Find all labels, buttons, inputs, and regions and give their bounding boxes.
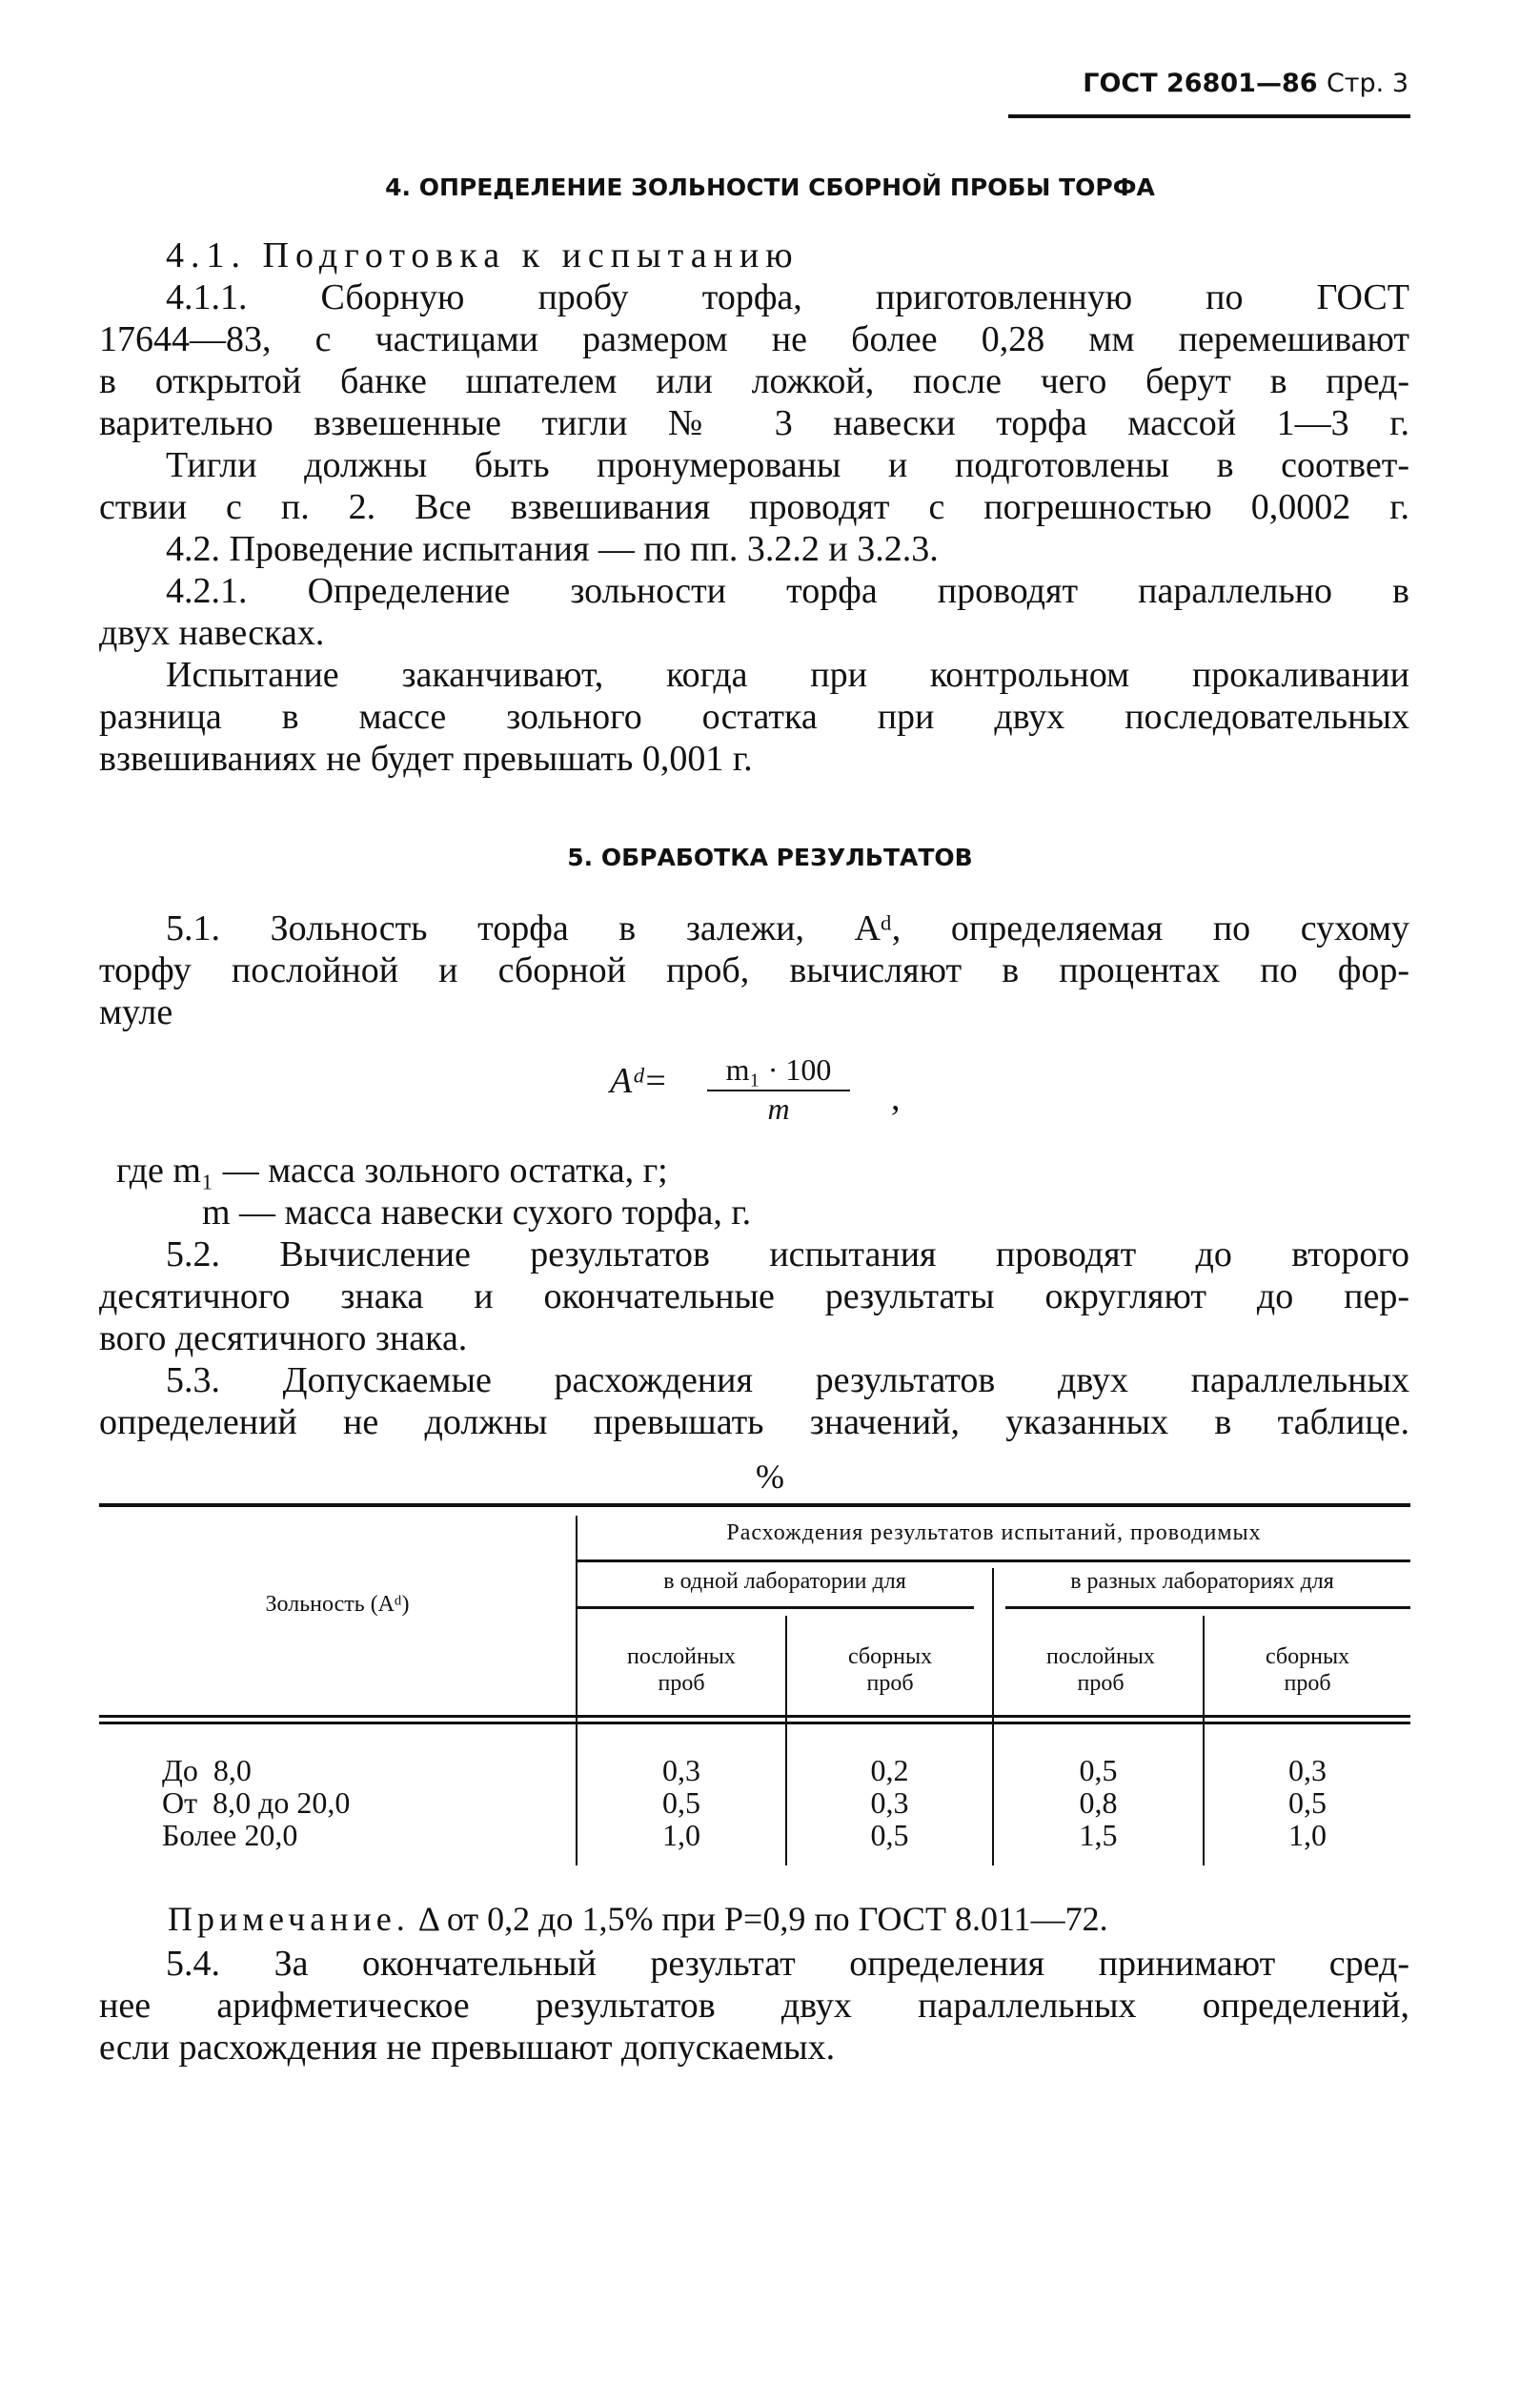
formula-fraction	[707, 1052, 850, 1127]
page-number: Стр. 3	[1326, 69, 1408, 98]
table-rule	[578, 1559, 1410, 1562]
table-divider	[576, 1516, 578, 1865]
table-header-rule	[99, 1722, 1410, 1724]
text-line: муле	[99, 992, 173, 1032]
column-header-ash: Зольность (Aᵈ)	[265, 1592, 410, 1617]
table-divider	[785, 1616, 787, 1865]
table-note	[168, 1899, 1108, 1939]
text-line: торфу послойной и сборной проб, вычисляют в процентах по фор-	[99, 950, 1409, 990]
text-line: 4.2. Проведение испытания — по пп. 3.2.2 и 3.2.3.	[166, 529, 939, 569]
column-header: послойных проб	[627, 1644, 736, 1696]
table-cell-ash: Более 20,0	[162, 1818, 298, 1852]
subgroup-header-same-lab: в одной лаборатории для	[663, 1569, 906, 1594]
table-divider	[1203, 1616, 1205, 1865]
paragraph-5-2	[99, 1233, 1409, 1359]
column-header: сборных проб	[847, 1644, 933, 1696]
page-header	[1083, 69, 1408, 98]
text-line: m — масса навески сухого торфа, г.	[202, 1192, 752, 1233]
formula-lhs: Aᵈ=	[610, 1061, 668, 1101]
note-text: Δ от 0,2 до 1,5% при P=0,9 по ГОСТ 8.011—72.	[409, 1900, 1108, 1938]
text-line: 4.2.1. Определение зольности торфа проводят параллельно в	[166, 571, 1409, 611]
table-cell: 1,0	[662, 1818, 700, 1852]
table-cell: 0,2	[870, 1753, 909, 1787]
table-cell: 0,5	[870, 1818, 909, 1852]
table-cell-ash: От 8,0 до 20,0	[162, 1785, 351, 1820]
text-line: двух навесках.	[99, 613, 325, 653]
section-4-title: 4. ОПРЕДЕЛЕНИЕ ЗОЛЬНОСТИ СБОРНОЙ ПРОБЫ ТОРФА	[385, 173, 1155, 201]
formula-numerator: m₁ · 100	[707, 1052, 850, 1091]
table-cell: 0,3	[1288, 1753, 1327, 1787]
subgroup-header-different-labs: в разных лабораториях для	[1070, 1569, 1334, 1594]
text-line: в открытой банке шпателем или ложкой, после чего берут в пред-	[99, 361, 1409, 401]
column-group-header: Расхождения результатов испытаний, проводимых	[726, 1520, 1262, 1545]
header-rule	[1008, 114, 1410, 118]
column-header: сборных проб	[1265, 1644, 1350, 1696]
formula-denominator: m	[767, 1091, 790, 1126]
table-cell: 0,8	[1079, 1785, 1118, 1820]
text-line: разница в массе зольного остатка при двух последовательных	[99, 697, 1409, 737]
text-line: десятичного знака и окончательные результаты округляют до пер-	[99, 1276, 1409, 1316]
text-line: нее арифметическое результатов двух параллельных определений,	[99, 1986, 1409, 2026]
table-rule	[578, 1606, 974, 1609]
text-line: Тигли должны быть пронумерованы и подготовлены в соответ-	[166, 445, 1409, 485]
text-line: взвешиваниях не будет превышать 0,001 г.	[99, 739, 753, 779]
paragraph-5-1	[99, 907, 1409, 1033]
text-line: 5.4. За окончательный результат определения принимают сред-	[166, 1944, 1409, 1984]
table-unit: %	[756, 1458, 784, 1496]
section-5-title: 5. ОБРАБОТКА РЕЗУЛЬТАТОВ	[567, 844, 973, 871]
formula-legend	[99, 1150, 1409, 1233]
table-cell: 0,5	[1079, 1753, 1118, 1787]
formula-comma: ,	[891, 1078, 901, 1118]
table-cell: 1,5	[1079, 1818, 1118, 1852]
text-line: Испытание заканчивают, когда при контрольном прокаливании	[166, 655, 1409, 695]
column-header: послойных проб	[1046, 1644, 1155, 1696]
table-cell: 0,3	[870, 1785, 909, 1820]
text-line: 17644—83, с частицами размером не более 0,28 мм перемешивают	[99, 319, 1409, 359]
text-line: определений не должны превышать значений, указанных в таблице.	[99, 1402, 1409, 1442]
text-line: 4.1.1. Сборную пробу торфа, приготовленную по ГОСТ	[166, 277, 1409, 317]
paragraph-5-4	[99, 1943, 1409, 2069]
table-cell: 0,3	[662, 1753, 700, 1787]
standard-number: ГОСТ 26801—86	[1083, 69, 1318, 98]
text-line: 5.3. Допускаемые расхождения результатов двух параллельных	[166, 1360, 1409, 1400]
text-line: 5.2. Вычисление результатов испытания проводят до второго	[166, 1234, 1409, 1274]
text-line: если расхождения не превышают допускаемых.	[99, 2028, 836, 2068]
subsection-title: 4.1. Подготовка к испытанию	[166, 235, 800, 275]
table-top-rule	[99, 1503, 1410, 1507]
section-4-body	[99, 234, 1409, 780]
text-line: ствии с п. 2. Все взвешивания проводят с погрешностью 0,0002 г.	[99, 487, 1409, 527]
note-label: Примечание.	[168, 1900, 410, 1938]
table-divider	[992, 1568, 994, 1865]
table-header-rule	[99, 1715, 1410, 1718]
paragraph-5-3	[99, 1359, 1409, 1443]
table-cell-ash: До 8,0	[162, 1753, 252, 1787]
table-cell: 0,5	[1288, 1785, 1327, 1820]
table-cell: 1,0	[1288, 1818, 1327, 1852]
table-rule	[1005, 1606, 1410, 1609]
table-cell: 0,5	[662, 1785, 700, 1820]
text-line: вого десятичного знака.	[99, 1318, 468, 1358]
text-line: 5.1. Зольность торфа в залежи, Aᵈ, определяемая по сухому	[166, 908, 1409, 948]
text-line: где m₁ — масса зольного остатка, г;	[116, 1151, 668, 1191]
text-line: варительно взвешенные тигли № 3 навески торфа массой 1—3 г.	[99, 403, 1409, 443]
